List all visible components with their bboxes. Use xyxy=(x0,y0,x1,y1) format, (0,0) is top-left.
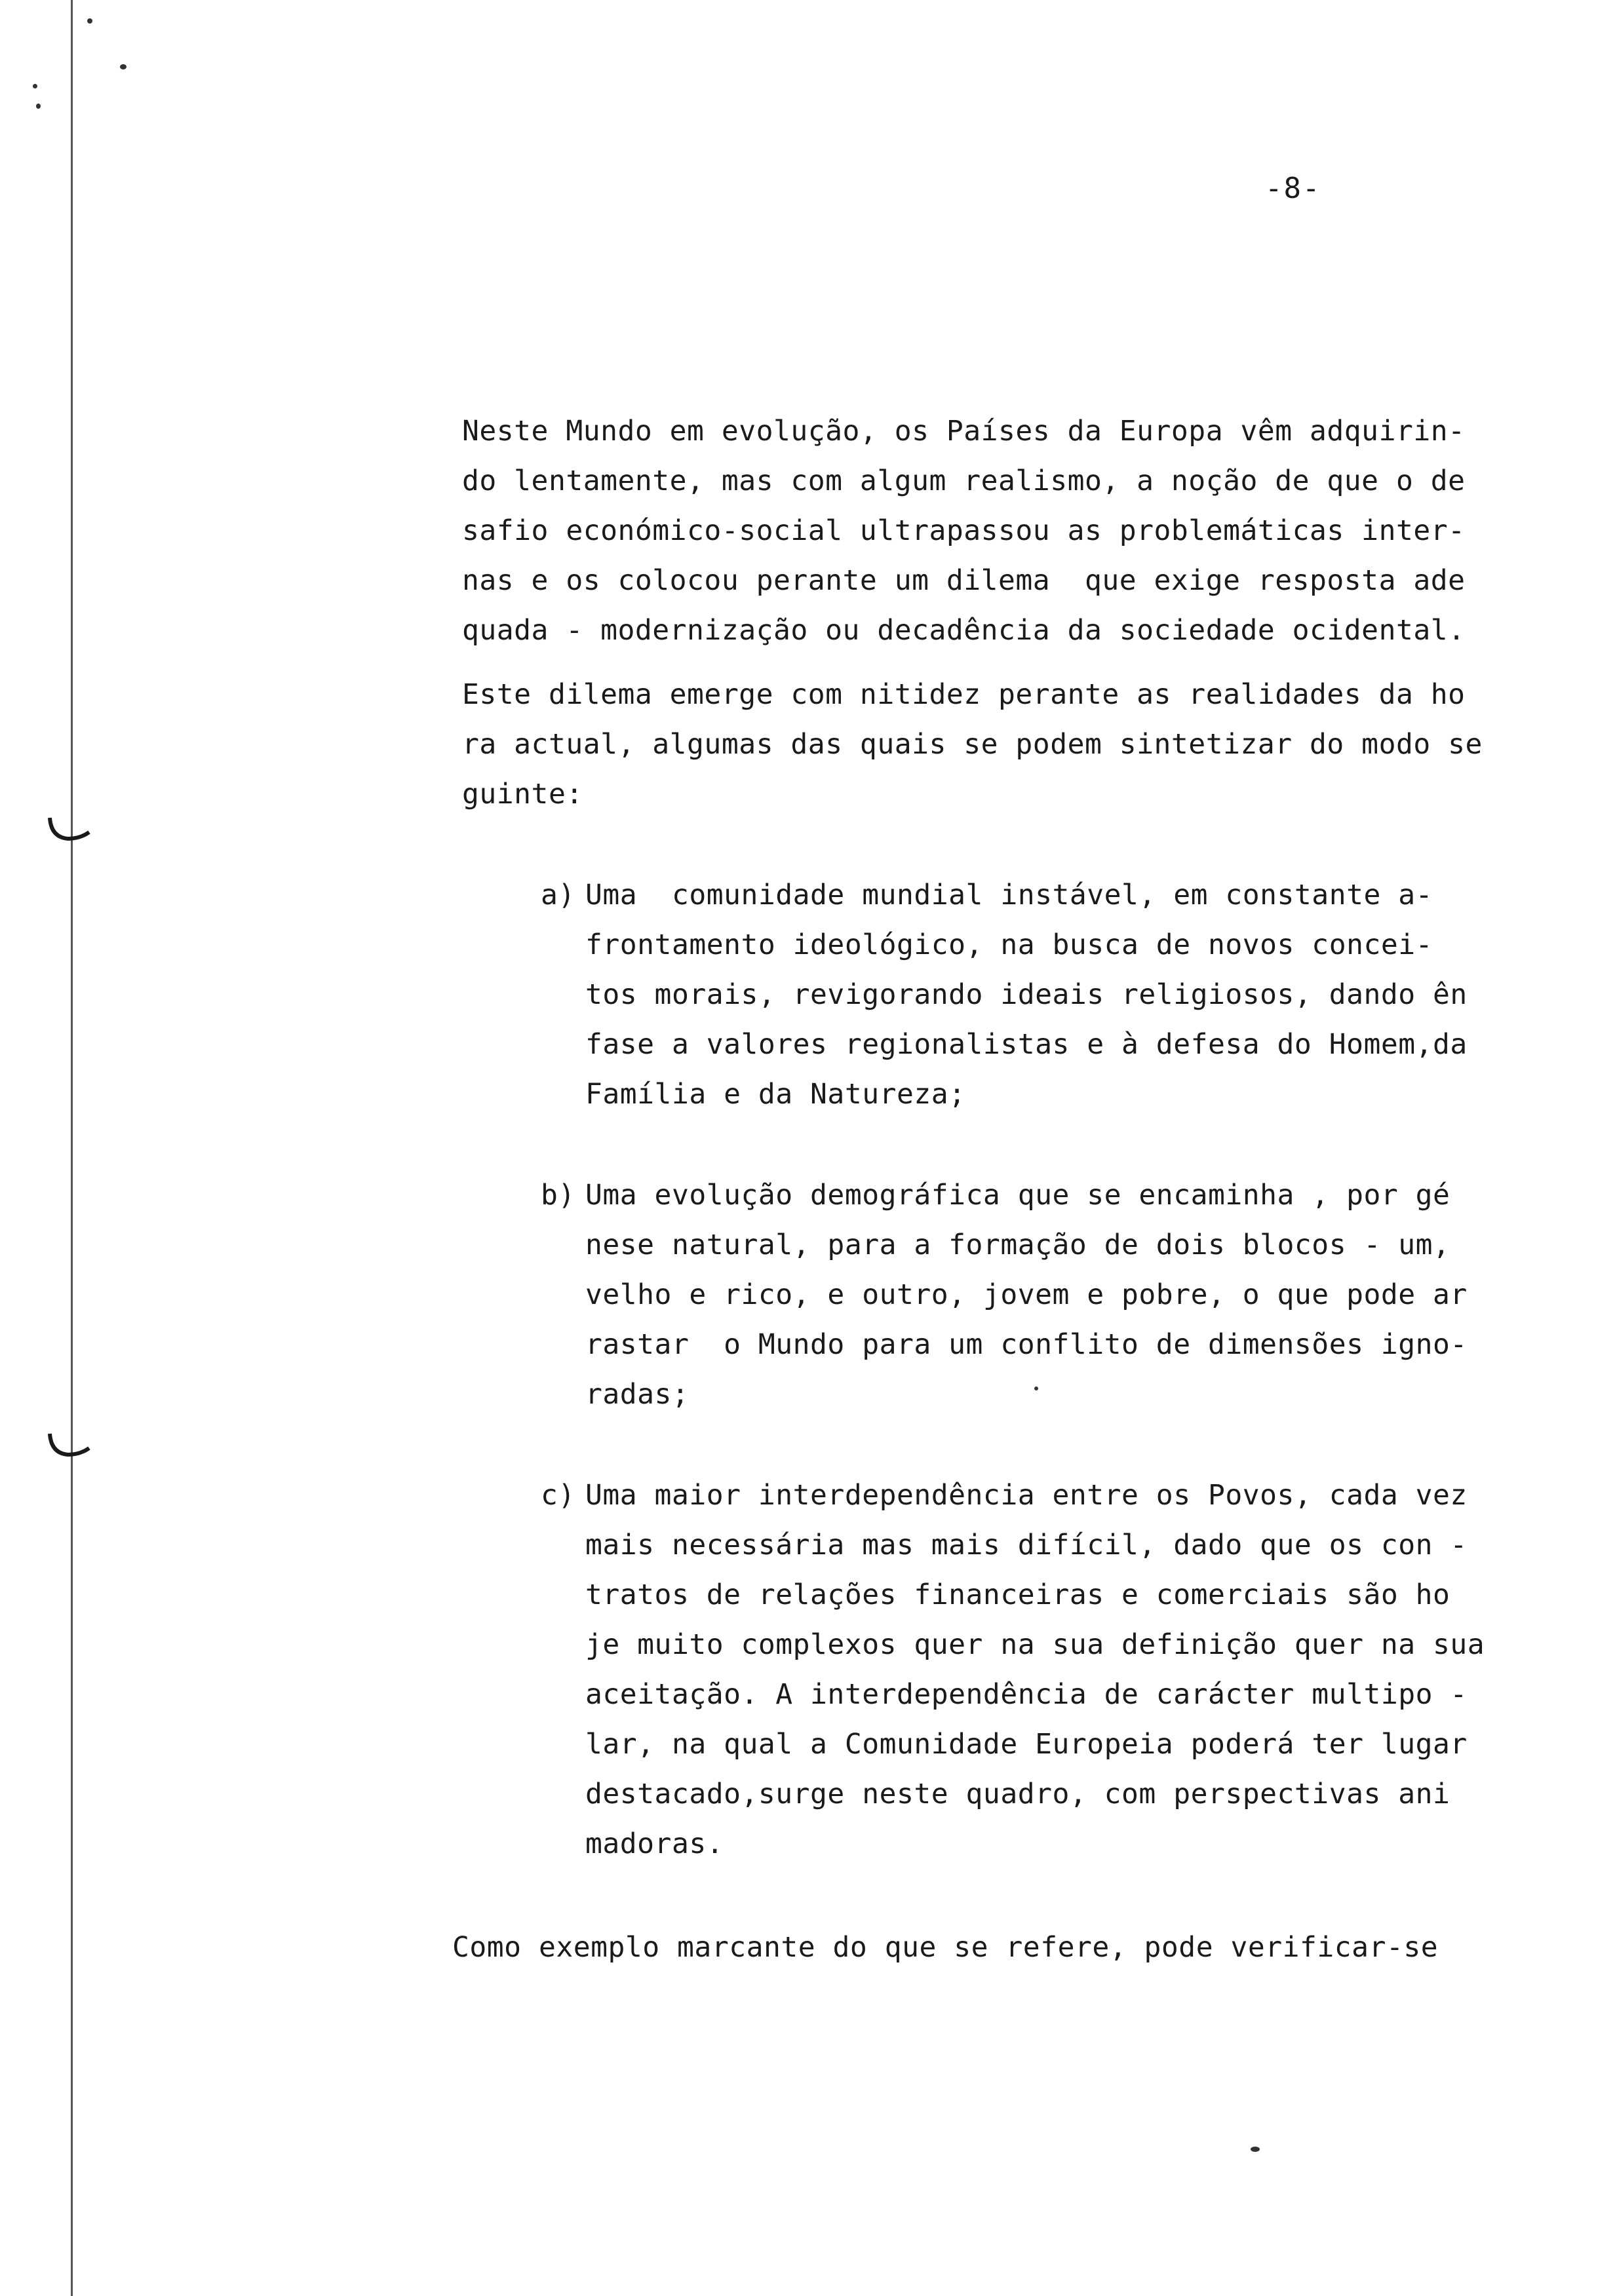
list-item-b xyxy=(541,1179,1450,1211)
list-marker: b) xyxy=(541,1179,575,1212)
list-item-line: Uma comunidade mundial instável, em constante a- xyxy=(585,879,1433,911)
list-item-line: nese natural, para a formação de dois blocos - um, xyxy=(585,1229,1450,1261)
scan-speck xyxy=(1251,2147,1260,2152)
list-item-line: frontamento ideológico, na busca de novos concei- xyxy=(585,928,1433,961)
binding-margin-line xyxy=(71,0,73,2296)
paragraph-line: do lentamente, mas com algum realismo, a noção de que o de xyxy=(462,465,1466,497)
list-item-line: Família e da Natureza; xyxy=(585,1078,966,1111)
list-item-line: lar, na qual a Comunidade Europeia poderá ter lugar xyxy=(585,1728,1468,1761)
list-item-line: radas; xyxy=(585,1378,690,1411)
list-item-a xyxy=(541,879,1433,911)
list-item-line: velho e rico, e outro, jovem e pobre, o que pode ar xyxy=(585,1278,1468,1311)
list-item-line: rastar o Mundo para um conflito de dimensões igno- xyxy=(585,1328,1468,1361)
paragraph-line: Neste Mundo em evolução, os Países da Europa vêm adquirin- xyxy=(462,415,1466,448)
paragraph-line: safio económico-social ultrapassou as problemáticas inter- xyxy=(462,514,1466,547)
list-item-line: je muito complexos quer na sua definição quer na sua xyxy=(585,1628,1485,1661)
list-item-line: tratos de relações financeiras e comerciais são ho xyxy=(585,1578,1450,1611)
scan-speck xyxy=(1034,1387,1038,1390)
paragraph-line: nas e os colocou perante um dilema que exige resposta ade xyxy=(462,564,1466,597)
list-marker: c) xyxy=(541,1479,575,1512)
list-item-line: aceitação. A interdependência de carácter multipo - xyxy=(585,1678,1468,1711)
scan-speck xyxy=(87,18,92,24)
paragraph-line: ra actual, algumas das quais se podem sintetizar do modo se xyxy=(462,728,1483,761)
page-number: -8- xyxy=(1265,172,1321,205)
paragraph-line: Este dilema emerge com nitidez perante as realidades da ho xyxy=(462,678,1466,711)
list-item-c xyxy=(541,1480,1468,1511)
paragraph-line: guinte: xyxy=(462,778,583,811)
list-item-line: tos morais, revigorando ideais religiosos, dando ên xyxy=(585,978,1468,1011)
list-item-line: madoras. xyxy=(585,1827,724,1860)
list-item-line: Uma evolução demográfica que se encaminha , por gé xyxy=(585,1179,1450,1212)
list-item-line: Uma maior interdependência entre os Povos, cada vez xyxy=(585,1479,1468,1512)
scan-speck xyxy=(33,84,37,88)
paragraph-line: quada - modernização ou decadência da sociedade ocidental. xyxy=(462,614,1466,647)
scan-speck xyxy=(120,64,126,69)
scan-speck xyxy=(36,104,41,109)
list-item-line: destacado,surge neste quadro, com perspectivas ani xyxy=(585,1778,1450,1810)
list-marker: a) xyxy=(541,879,575,911)
list-item-line: mais necessária mas mais difícil, dado que os con - xyxy=(585,1529,1468,1561)
list-item-line: fase a valores regionalistas e à defesa do Homem,da xyxy=(585,1028,1468,1061)
closing-line: Como exemplo marcante do que se refere, pode verificar-se xyxy=(452,1931,1439,1964)
punch-hole-mark xyxy=(46,813,92,852)
punch-hole-mark xyxy=(46,1428,92,1468)
